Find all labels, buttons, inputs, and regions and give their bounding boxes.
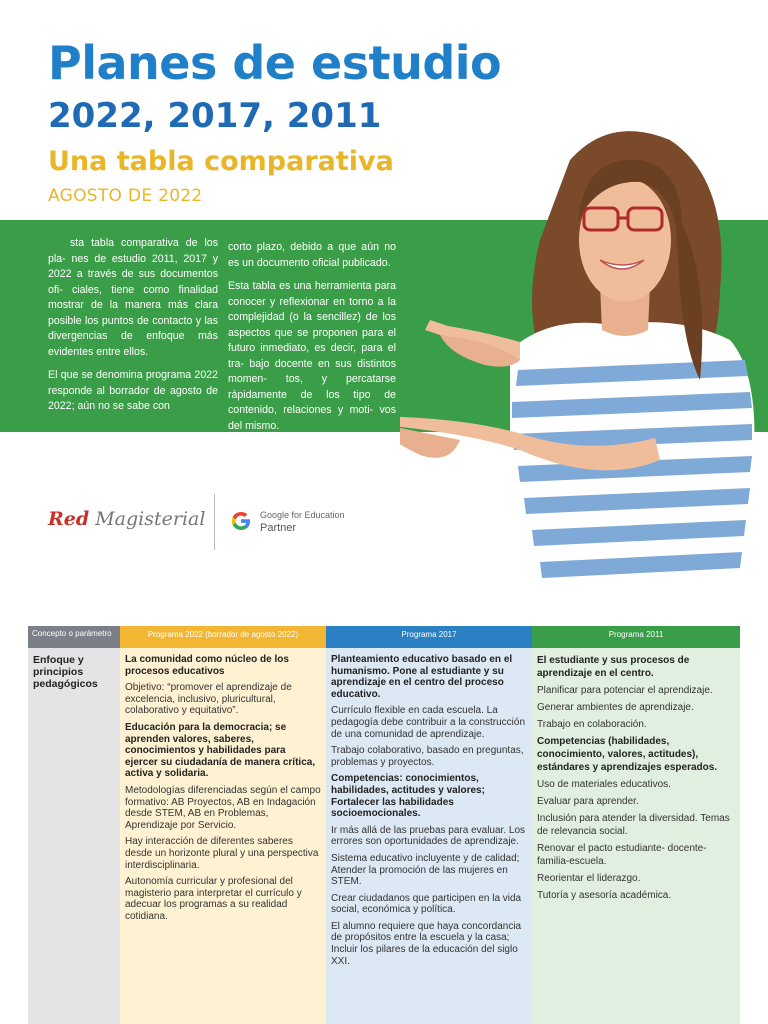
- table-header-2017: Programa 2017: [326, 626, 532, 648]
- comparison-table: [28, 626, 740, 1024]
- intro-paragraph: corto plazo, debido a que aún no es un documento oficial publicado.: [228, 241, 396, 269]
- page-subtitle: Una tabla comparativa: [48, 146, 394, 177]
- cell-item: Trabajo en colaboración.: [537, 719, 647, 730]
- cell-item: El alumno requiere que haya concordancia de propósitos entre la escuela y la casa; Incluir los pilares de la educación del siglo XXI.: [331, 920, 522, 967]
- intro-paragraph: El que se denomina programa 2022 responde al borrador de agosto de 2022; aún no se sabe con: [48, 369, 218, 412]
- cell-item: Currículo flexible en cada escuela. La pedagogía debe contribuir a la construcción de una comunidad de aprendizaje.: [331, 705, 526, 740]
- intro-column-2: [228, 240, 396, 442]
- cell-item: Educación para la democracia; se aprenden valores, saberes, conocimientos y habilidades para ejercer su ciudadanía de manera crítica, activa y solidaria.: [125, 721, 316, 780]
- page-date: AGOSTO DE 2022: [48, 186, 203, 206]
- table-header-concept: Concepto o parámetro: [28, 626, 120, 648]
- intro-paragraph: Esta tabla es una herramienta para conocer y reflexionar en torno a la complejidad (o la sencillez) de los aspectos que se proponen para el futuro inmediato, es decir, para el tra- bajo docente en sus distintos momen- tos, y percatarse rápidamente de los tipo de contenido, relaciones y moti- vos del mismo.: [228, 280, 396, 432]
- cell-item: Planteamiento educativo basado en el humanismo. Pone al estudiante y su aprendizaje en el centro del proceso educativo.: [331, 654, 513, 700]
- cell-item: Trabajo colaborativo, basado en preguntas, problemas y proyectos.: [331, 745, 524, 768]
- table-cell-2017: [326, 648, 532, 1024]
- cell-item: El estudiante y sus procesos de aprendizaje en el centro.: [537, 655, 690, 679]
- page-years: 2022, 2017, 2011: [48, 96, 382, 136]
- partner-logos: [48, 494, 368, 550]
- cell-item: Planificar para potenciar el aprendizaje.: [537, 685, 713, 696]
- google-partner-line2: Partner: [260, 522, 297, 534]
- table-cell-concept: [28, 648, 120, 1024]
- page-title: Planes de estudio: [48, 36, 502, 90]
- cell-item: Evaluar para aprender.: [537, 796, 639, 807]
- cell-item: Renovar el pacto estudiante- docente- familia-escuela.: [537, 843, 707, 867]
- table-cell-2022: [120, 648, 326, 1024]
- cell-item: Inclusión para atender la diversidad. Temas de relevancia social.: [537, 813, 730, 837]
- cell-item: Uso de materiales educativos.: [537, 779, 671, 790]
- cell-item: Metodologías diferenciadas según el campo formativo: AB Proyectos, AB en Indagación desde STEM, AB en Problemas, Aprendizaje por Servicio.: [125, 784, 321, 831]
- cell-item: Competencias: conocimientos, habilidades, actitudes y valores; Fortalecer las habilidades socioemocionales.: [331, 773, 485, 820]
- cell-item: Tutoría y asesoría académica.: [537, 890, 672, 901]
- google-g-icon: [230, 510, 252, 532]
- cell-item: Hay interacción de diferentes saberes desde un horizonte plural y una perspectiva interdisciplinaria.: [125, 836, 319, 871]
- logo-divider: [214, 494, 215, 550]
- cell-item: Generar ambientes de aprendizaje.: [537, 702, 694, 713]
- intro-paragraph: sta tabla comparativa de los pla- nes de estudio 2011, 2017 y 2022 a través de sus documentos ofi- ciales, tiene como finalidad mostrar de la manera más clara posible los puntos de contacto y las divergencias de enfoque más evidentes entre ellos.: [48, 237, 218, 358]
- cell-item: La comunidad como núcleo de los procesos educativos: [125, 654, 289, 677]
- intro-column-1: [48, 236, 218, 423]
- cell-item: Crear ciudadanos que participen en la vida social, económica y política.: [331, 892, 522, 916]
- table-header-2022: Programa 2022 (borrador de agosto 2022): [120, 626, 326, 648]
- table-cell-2011: [532, 648, 740, 1024]
- cell-item: Objetivo: “promover el aprendizaje de excelencia, inclusivo, pluricultural, colaborativo y equitativo”.: [125, 682, 292, 717]
- row-label: Enfoque y principios pedagógicos: [33, 654, 98, 690]
- cell-item: Reorientar el liderazgo.: [537, 873, 641, 884]
- cell-item: Sistema educativo incluyente y de calidad; Atender la promoción de las mujeres en STEM.: [331, 852, 520, 888]
- woman-pointing-photo: [400, 120, 768, 600]
- cell-item: Ir más allá de las pruebas para evaluar. Los errores son oportunidades de aprendizaje.: [331, 824, 525, 848]
- cell-item: Autonomía curricular y profesional del magisterio para interpretar el currículo y adecuar los programas a su realidad cotidiana.: [125, 876, 302, 922]
- red-magisterial-logo: Red Magisterial: [48, 508, 206, 530]
- table-header-2011: Programa 2011: [532, 626, 740, 648]
- google-partner-line1: Google for Education: [260, 510, 345, 520]
- cell-item: Competencias (habilidades, conocimiento, valores, actitudes), estándares y aprendizajes esperados.: [537, 736, 718, 773]
